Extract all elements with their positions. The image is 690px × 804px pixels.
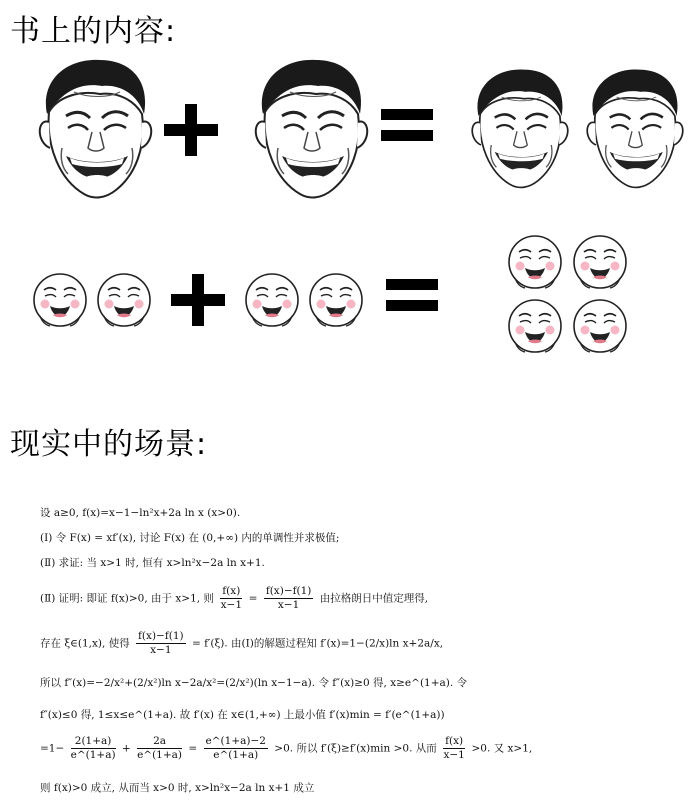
numerator: 2a [137,735,182,749]
fraction [443,735,465,762]
equals-icon [377,105,437,145]
denominator: x−1 [443,749,465,761]
fraction [136,630,186,657]
laughing-man-face-4 [572,52,690,202]
doc-line-1: 设 a≥0, f(x)=x−1−ln²x+2a ln x (x>0). [40,507,241,519]
denominator: e^(1+a) [213,749,259,761]
round-laughing-face-7 [505,296,565,356]
doc-line-6: 所以 f″(x)=−2/x²+(2/x²)ln x−2a/x²=(2/x²)(ln x−1−a). 令 f″(x)≥0 得, x≥e^(1+a). 令 [40,677,468,689]
numerator: f(x) [445,735,464,747]
fraction [204,735,268,762]
doc-text: + [121,742,131,755]
round-laughing-face-5 [505,232,565,292]
round-laughing-face-8 [570,296,630,356]
numerator: e^(1+a)−2 [205,735,266,747]
fraction [137,735,182,762]
plus-icon [167,270,227,330]
plus-icon [160,100,220,160]
denominator: x−1 [277,599,300,611]
fraction [264,585,314,612]
doc-line-7: f″(x)≤0 得, 1≤x≤e^(1+a). 故 f′(x) 在 x∈(1,+∞) 上最小值 f′(x)min = f′(e^(1+a)) [40,709,445,721]
doc-text: =1− [40,742,65,755]
round-laughing-face-3 [242,270,302,330]
doc-line-5 [40,630,443,657]
laughing-man-face-3 [457,52,577,202]
doc-line-8 [40,735,532,762]
round-laughing-face-2 [94,270,154,330]
fraction [220,585,242,612]
denominator: e^(1+a) [137,749,183,761]
doc-text: >0. 所以 f′(ξ)≥f′(x)min >0. 从而 [274,742,437,755]
doc-text: = f′(ξ). 由(Ⅰ)的解题过程知 f′(x)=1−(2/x)ln x+2a/x, [191,637,444,650]
round-laughing-face-1 [30,270,90,330]
doc-text: = [248,592,258,605]
doc-text: >0. 又 x>1, [471,742,533,755]
doc-line-3: (Ⅱ) 求证: 当 x>1 时, 恒有 x>ln²x−2a ln x+1. [40,557,265,569]
numerator: f(x)−f(1) [265,585,312,597]
denominator: x−1 [220,599,242,611]
heading-book: 书上的内容: [10,14,177,49]
numerator: 2(1+a) [71,735,116,749]
denominator: e^(1+a) [70,749,116,761]
doc-line-9: 则 f(x)>0 成立, 从而当 x>0 时, x>ln²x−2a ln x+1 成立 [40,782,315,794]
doc-text: 由拉格朗日中值定理得, [319,592,429,605]
doc-text: (Ⅱ) 证明: 即证 f(x)>0, 由于 x>1, 则 [40,592,214,605]
doc-line-2: (Ⅰ) 令 F(x) = xf′(x), 讨论 F(x) 在 (0,+∞) 内的单调性并求极值; [40,532,340,544]
numerator: f(x)−f(1) [138,630,184,642]
round-laughing-face-6 [570,232,630,292]
doc-text: 存在 ξ∈(1,x), 使得 [40,637,130,650]
denominator: x−1 [150,644,172,656]
doc-line-4 [40,585,428,612]
laughing-man-face-1 [22,52,162,202]
doc-text: = [188,742,198,755]
fraction [71,735,116,762]
round-laughing-face-4 [306,270,366,330]
equals-icon [382,275,442,315]
laughing-man-face-2 [238,52,378,202]
heading-reality: 现实中的场景: [10,427,208,462]
numerator: f(x) [222,585,241,597]
